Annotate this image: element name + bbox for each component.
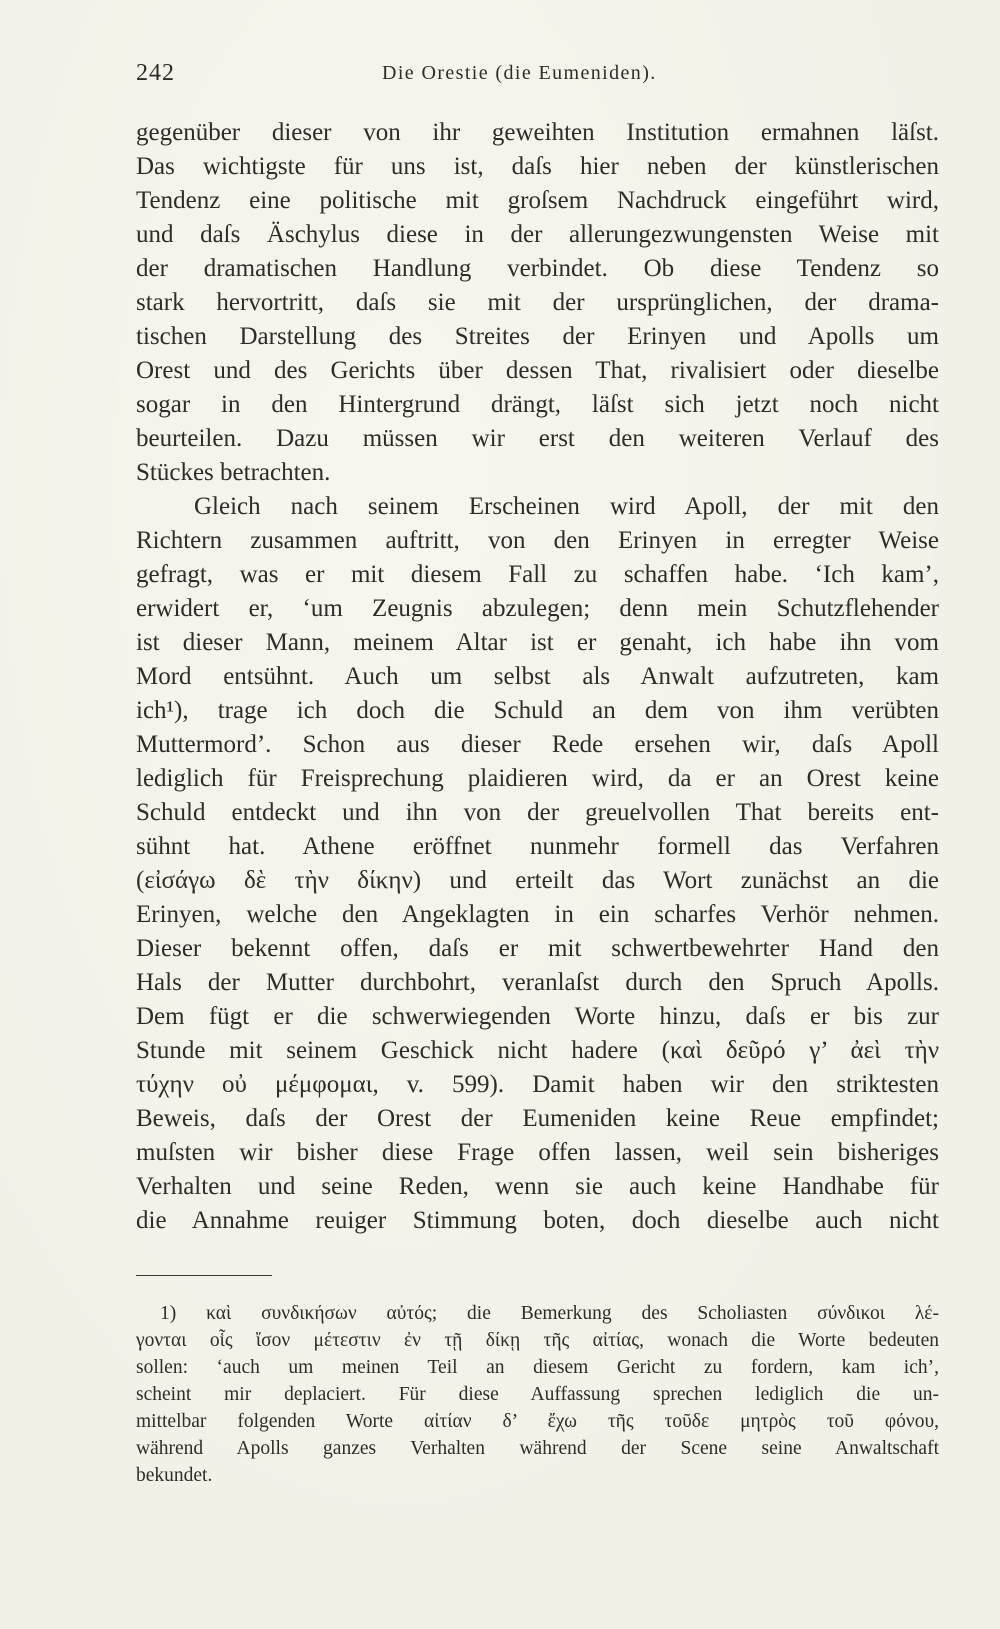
body-line: Erinyen, welche den Angeklagten in ein scharfes Verhör nehmen. <box>136 901 939 928</box>
body-line: Gleich nach seinem Erscheinen wird Apoll, der mit den <box>194 493 939 520</box>
page-number: 242 <box>136 60 175 86</box>
body-line: Das wichtigste für uns ist, daſs hier neben der künstlerischen <box>136 153 939 180</box>
footnote-line: während Apolls ganzes Verhalten während der Scene seine Anwaltschaft <box>136 1438 939 1459</box>
body-line: ich¹), trage ich doch die Schuld an dem von ihm verübten <box>136 697 939 724</box>
running-head <box>136 60 936 100</box>
body-line: Verhalten und seine Reden, wenn sie auch keine Handhabe für <box>136 1173 939 1200</box>
body-line: erwidert er, ‘um Zeugnis abzulegen; denn mein Schutzflehender <box>136 595 939 622</box>
body-line: Dem fügt er die schwerwiegenden Worte hinzu, daſs er bis zur <box>136 1003 939 1030</box>
body-line: Schuld entdeckt und ihn von der greuelvollen That bereits ent- <box>136 799 939 826</box>
body-line: sogar in den Hintergrund drängt, läſst sich jetzt noch nicht <box>136 391 939 418</box>
body-line: Richtern zusammen auftritt, von den Erinyen in erregter Weise <box>136 527 939 554</box>
body-line: stark hervortritt, daſs sie mit der ursprünglichen, der drama- <box>136 289 939 316</box>
body-line: sühnt hat. Athene eröffnet nunmehr formell das Verfahren <box>136 833 939 860</box>
body-line: Orest und des Gerichts über dessen That, rivalisiert oder dieselbe <box>136 357 939 384</box>
body-line: Stunde mit seinem Geschick nicht hadere (καὶ δεῦρό γ’ ἀεὶ τὴν <box>136 1037 939 1064</box>
body-line: ist dieser Mann, meinem Altar ist er genaht, ich habe ihn vom <box>136 629 939 656</box>
footnote-line: bekundet. <box>136 1465 213 1486</box>
footnote-line: scheint mir deplaciert. Für diese Auffassung sprechen lediglich die un- <box>136 1384 939 1405</box>
body-line: tischen Darstellung des Streites der Erinyen und Apolls um <box>136 323 939 350</box>
body-line: gefragt, was er mit diesem Fall zu schaffen habe. ‘Ich kam’, <box>136 561 939 588</box>
footnote-divider <box>136 1275 272 1276</box>
footnote-line: sollen: ‘auch um meinen Teil an diesem Gericht zu fordern, kam ich’, <box>136 1357 939 1378</box>
body-line: lediglich für Freisprechung plaidieren wird, da er an Orest keine <box>136 765 939 792</box>
body-line: Hals der Mutter durchbohrt, veranlaſst durch den Spruch Apolls. <box>136 969 939 996</box>
running-title: Die Orestie (die Eumeniden). <box>382 62 657 84</box>
body-line: Stückes betrachten. <box>136 459 331 486</box>
footnote-line: mittelbar folgenden Worte αἰτίαν δ’ ἔχω τῆς τοῦδε μητρὸς τοῦ φόνου, <box>136 1411 939 1432</box>
body-line: τύχην οὐ μέμφομαι, v. 599). Damit haben wir den striktesten <box>136 1071 939 1098</box>
footnote-line: 1) καὶ συνδικήσων αὐτός; die Bemerkung des Scholiasten σύνδικοι λέ- <box>160 1303 939 1324</box>
body-line: Beweis, daſs der Orest der Eumeniden keine Reue empfindet; <box>136 1105 939 1132</box>
body-line: der dramatischen Handlung verbindet. Ob diese Tendenz so <box>136 255 939 282</box>
body-line: muſsten wir bisher diese Frage offen lassen, weil sein bisheriges <box>136 1139 939 1166</box>
body-line: (εἰσάγω δὲ τὴν δίκην) und erteilt das Wort zunächst an die <box>136 867 939 894</box>
body-line: gegenüber dieser von ihr geweihten Institution ermahnen läſst. <box>136 119 939 146</box>
body-line: Tendenz eine politische mit groſsem Nachdruck eingeführt wird, <box>136 187 939 214</box>
body-line: die Annahme reuiger Stimmung boten, doch dieselbe auch nicht <box>136 1207 939 1234</box>
footnote-line: γονται οἷς ἴσον μέτεστιν ἐν τῇ δίκῃ τῆς αἰτίας, wonach die Worte bedeuten <box>136 1330 939 1351</box>
body-line: Dieser bekennt offen, daſs er mit schwertbewehrter Hand den <box>136 935 939 962</box>
body-line: und daſs Äschylus diese in der allerungezwungensten Weise mit <box>136 221 939 248</box>
body-line: Mord entsühnt. Auch um selbst als Anwalt aufzutreten, kam <box>136 663 939 690</box>
body-line: Muttermord’. Schon aus dieser Rede ersehen wir, daſs Apoll <box>136 731 939 758</box>
body-line: beurteilen. Dazu müssen wir erst den weiteren Verlauf des <box>136 425 939 452</box>
